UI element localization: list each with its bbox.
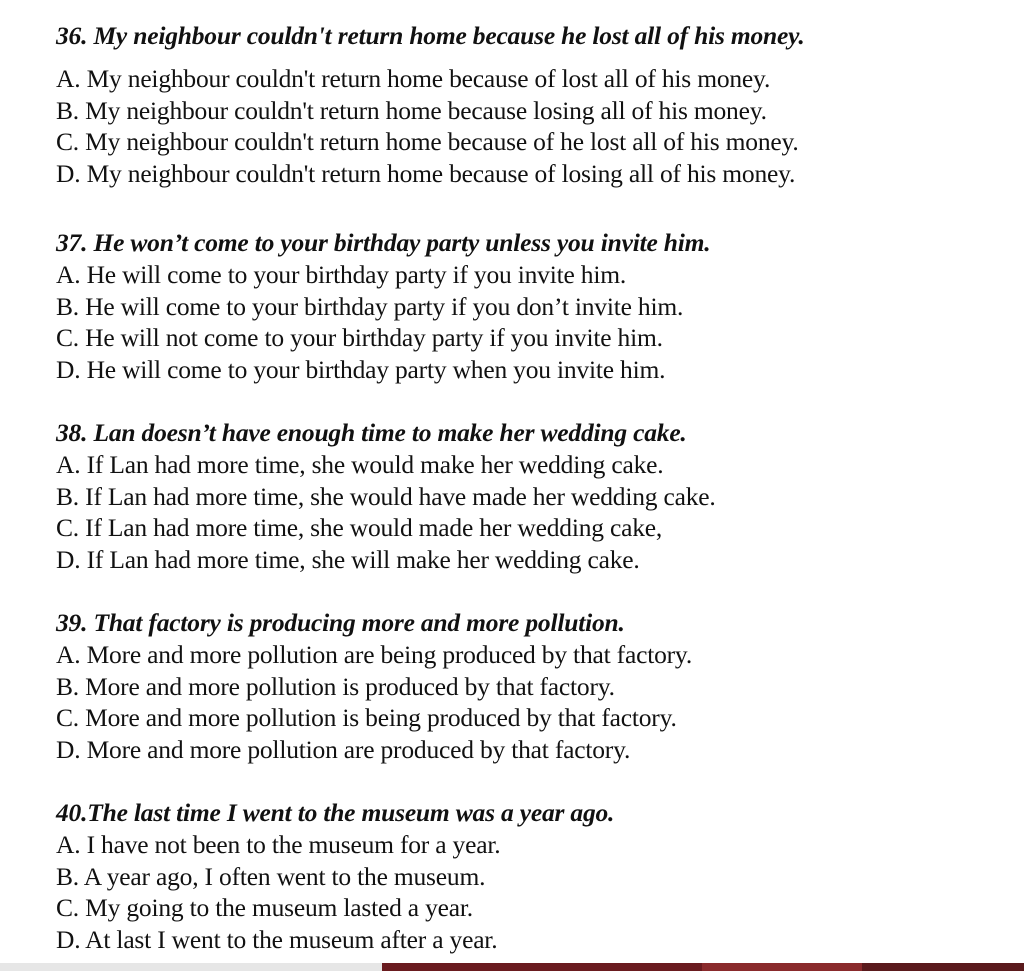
option-b: B. He will come to your birthday party if you don’t invite him. bbox=[56, 291, 684, 321]
option-d: D. He will come to your birthday party when you invite him. bbox=[56, 354, 666, 384]
option-c: C. If Lan had more time, she would made her wedding cake, bbox=[56, 513, 663, 542]
question-36 bbox=[56, 20, 1006, 189]
question-stem: 40.The last time I went to the museum was a year ago. bbox=[56, 798, 615, 827]
option-d: D. At last I went to the museum after a year. bbox=[56, 924, 498, 954]
option-a: A. More and more pollution are being produced by that factory. bbox=[56, 640, 692, 669]
bottom-strip-segment bbox=[382, 963, 702, 971]
bottom-strip-segment bbox=[702, 963, 862, 971]
option-d: D. If Lan had more time, she will make her wedding cake. bbox=[56, 544, 640, 574]
option-c: C. More and more pollution is being produced by that factory. bbox=[56, 703, 677, 732]
option-b: B. A year ago, I often went to the museum. bbox=[56, 861, 486, 891]
option-a: A. I have not been to the museum for a year. bbox=[56, 830, 501, 859]
question-38 bbox=[56, 417, 1006, 575]
option-b: B. My neighbour couldn't return home because losing all of his money. bbox=[56, 95, 767, 125]
option-a: A. He will come to your birthday party if you invite him. bbox=[56, 260, 627, 289]
question-40 bbox=[56, 797, 1006, 955]
option-c: C. My going to the museum lasted a year. bbox=[56, 893, 473, 922]
option-c: C. My neighbour couldn't return home because of he lost all of his money. bbox=[56, 127, 799, 156]
question-stem: 39. That factory is producing more and more pollution. bbox=[56, 608, 625, 637]
option-d: D. More and more pollution are produced by that factory. bbox=[56, 734, 631, 764]
option-a: A. My neighbour couldn't return home because of lost all of his money. bbox=[56, 64, 771, 93]
bottom-edge-strip bbox=[0, 963, 1024, 971]
question-stem: 36. My neighbour couldn't return home because he lost all of his money. bbox=[56, 21, 805, 50]
option-c: C. He will not come to your birthday party if you invite him. bbox=[56, 323, 663, 352]
option-d: D. My neighbour couldn't return home because of losing all of his money. bbox=[56, 158, 796, 188]
question-37 bbox=[56, 227, 1006, 385]
option-b: B. If Lan had more time, she would have made her wedding cake. bbox=[56, 481, 716, 511]
option-b: B. More and more pollution is produced by that factory. bbox=[56, 671, 615, 701]
bottom-strip-segment bbox=[862, 963, 1024, 971]
question-39 bbox=[56, 607, 1006, 765]
question-stem: 38. Lan doesn’t have enough time to make her wedding cake. bbox=[56, 418, 687, 447]
question-stem: 37. He won’t come to your birthday party unless you invite him. bbox=[56, 228, 711, 257]
option-a: A. If Lan had more time, she would make her wedding cake. bbox=[56, 450, 664, 479]
